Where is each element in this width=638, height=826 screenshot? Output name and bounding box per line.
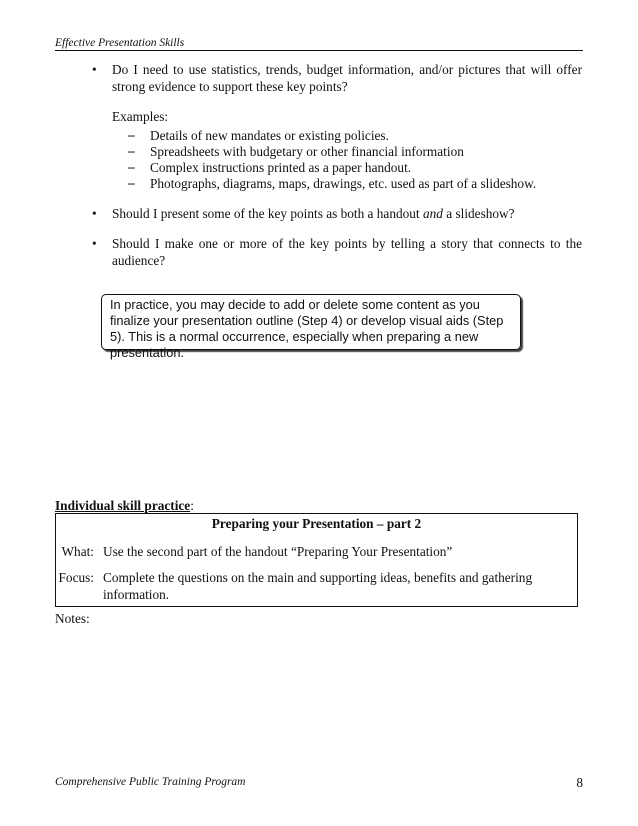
bullet-item [92,62,582,95]
example-item: – Details of new mandates or existing policies. [128,126,389,143]
bullet-icon: • [92,205,97,221]
page-footer [55,776,583,788]
practice-box [55,513,578,607]
bullet-text: Do I need to use statistics, trends, budget information, and/or pictures that will offer strong evidence to support these key points? [112,62,582,94]
bullet-item [92,206,582,223]
focus-label: Focus: [58,570,94,585]
focus-text: Complete the questions on the main and supporting ideas, benefits and gathering information. [103,570,533,602]
dash-icon: – [128,158,135,174]
example-item: – Spreadsheets with budgetary or other financial information [128,142,464,159]
what-text: Use the second part of the handout “Preparing Your Presentation” [103,544,453,559]
practice-label: Individual skill practice: [55,498,194,513]
practice-title: Preparing your Presentation – part 2 [211,516,422,531]
bullet-text: Should I make one or more of the key points by telling a story that connects to the audience? [112,236,582,268]
bullet-icon: • [92,62,97,77]
bullet-icon: • [92,236,97,251]
examples-list [112,128,582,192]
examples-block [112,109,582,192]
practice-note-box [101,294,521,360]
dash-icon: – [128,126,135,142]
bullet-item [92,236,582,269]
example-item: – Complex instructions printed as a paper handout. [128,158,412,175]
bullet-text: Should I present some of the key points as both a handout and a slideshow? [112,205,515,221]
dash-icon: – [128,174,135,190]
example-item: – Photographs, diagrams, maps, drawings, etc. used as part of a slideshow. [128,174,537,191]
bullet-list [92,62,582,283]
notes-label: Notes: [55,611,90,626]
note-text: In practice, you may decide to add or delete some content as you finalize your presentation outline (Step 4) or develop visual aids (Step 5). This is a normal occurrence, especially when preparing a new presentation. [110,297,504,360]
page-number: 8 [576,775,583,790]
what-label: What: [61,544,94,559]
dash-icon: – [128,142,135,158]
examples-title: Examples: [112,109,169,124]
footer-program: Comprehensive Public Training Program [55,776,246,788]
header-title: Effective Presentation Skills [55,37,188,49]
page-header [55,37,583,51]
